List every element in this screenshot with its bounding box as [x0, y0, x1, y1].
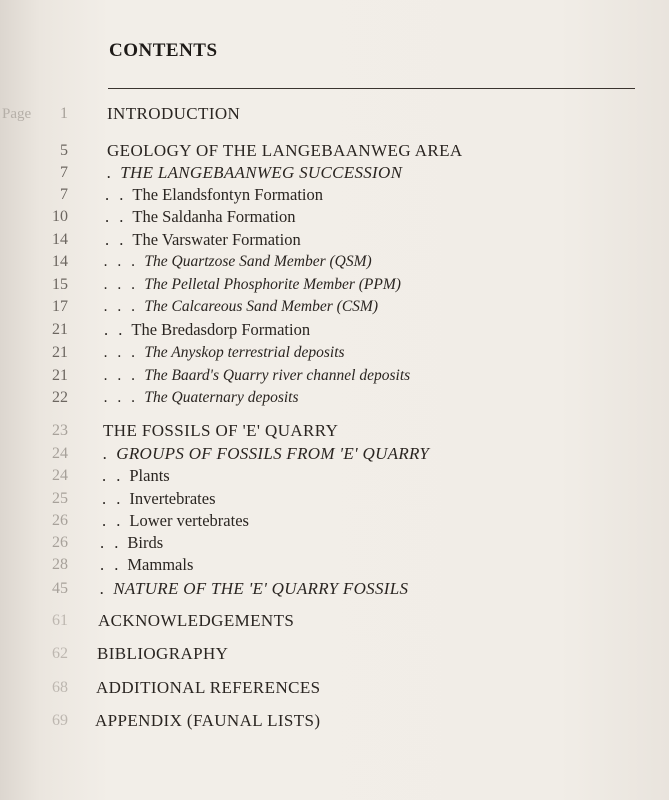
- entry-title: . . . The Pelletal Phosphorite Member (PPM): [104, 276, 401, 293]
- page-number: 14: [52, 253, 68, 270]
- page-number: 7: [60, 164, 68, 181]
- toc-entry: [0, 229, 669, 251]
- page-number: 5: [60, 142, 68, 159]
- toc-entry: [0, 162, 669, 184]
- entry-title: . . Lower vertebrates: [102, 511, 249, 530]
- leader-dots: . .: [104, 320, 126, 339]
- page-number: 28: [52, 556, 68, 573]
- page-number: 24: [52, 445, 68, 462]
- leader-dots: . .: [105, 207, 127, 226]
- leader-dots: . . .: [104, 344, 139, 361]
- toc-entry: [0, 532, 669, 554]
- entry-title: . . . The Anyskop terrestrial deposits: [104, 344, 345, 361]
- entry-title: . . . The Calcareous Sand Member (CSM): [104, 298, 378, 315]
- toc-entry: [0, 443, 669, 465]
- entry-title: . . . The Quaternary deposits: [104, 389, 299, 406]
- entry-title: . . The Bredasdorp Formation: [104, 320, 311, 339]
- entry-title: APPENDIX (FAUNAL LISTS): [95, 711, 321, 730]
- page-number: 21: [52, 344, 68, 361]
- entry-title: ACKNOWLEDGEMENTS: [98, 611, 295, 630]
- page-number: 14: [52, 231, 68, 248]
- leader-dots: . . .: [104, 389, 139, 406]
- toc-entry: [0, 465, 669, 487]
- leader-dots: . . .: [104, 253, 139, 270]
- toc-entry: [0, 510, 669, 532]
- leader-dots: . . .: [104, 298, 139, 315]
- page-number: 45: [52, 580, 68, 597]
- page-number: 21: [52, 367, 68, 384]
- entry-title: INTRODUCTION: [107, 104, 241, 123]
- entry-title: . GROUPS OF FOSSILS FROM 'E' QUARRY: [103, 444, 430, 463]
- page-number: 68: [52, 679, 68, 696]
- page-number: 26: [52, 512, 68, 529]
- page-number: 7: [60, 186, 68, 203]
- leader-dots: . . .: [104, 276, 139, 293]
- toc-entry: [0, 274, 669, 296]
- toc-entry: [0, 296, 669, 318]
- toc-entry: [0, 387, 669, 409]
- page-number: 69: [52, 712, 68, 729]
- toc-entry: [0, 677, 669, 699]
- leader-dots: . .: [100, 555, 122, 574]
- page-number: 21: [52, 321, 68, 338]
- leader-dots: .: [107, 163, 115, 182]
- toc-entry: [0, 420, 669, 442]
- toc-entry: [0, 488, 669, 510]
- toc-entry: [0, 365, 669, 387]
- leader-dots: . .: [105, 185, 127, 204]
- page-number: 24: [52, 467, 68, 484]
- title-rule: [108, 88, 635, 89]
- page-number: 15: [52, 276, 68, 293]
- toc-entry: [0, 206, 669, 228]
- page-number: 26: [52, 534, 68, 551]
- entry-title: . THE LANGEBAANWEG SUCCESSION: [107, 163, 403, 182]
- entry-title: . . Birds: [100, 533, 164, 552]
- page-number: 10: [52, 208, 68, 225]
- page-number: 25: [52, 490, 68, 507]
- page-number: 62: [52, 645, 68, 662]
- toc-entry: [0, 710, 669, 732]
- entry-title: . . Plants: [102, 466, 170, 485]
- entry-title: . . The Saldanha Formation: [105, 207, 296, 226]
- leader-dots: . .: [102, 466, 124, 485]
- toc-entry: [0, 643, 669, 665]
- entry-title: . . . The Baard's Quarry river channel deposits: [104, 367, 411, 384]
- toc-entry: [0, 140, 669, 162]
- toc-entry: [0, 103, 669, 125]
- contents-title: CONTENTS: [109, 40, 218, 61]
- toc-entry: [0, 342, 669, 364]
- toc-entry: [0, 610, 669, 632]
- toc-entry: [0, 554, 669, 576]
- toc-entry: [0, 184, 669, 206]
- entry-title: . . . The Quartzose Sand Member (QSM): [104, 253, 372, 270]
- page-number: 17: [52, 298, 68, 315]
- entry-title: GEOLOGY OF THE LANGEBAANWEG AREA: [107, 141, 463, 160]
- page-number: 1: [60, 105, 68, 122]
- leader-dots: . .: [102, 489, 124, 508]
- leader-dots: . .: [105, 230, 127, 249]
- leader-dots: .: [100, 579, 108, 598]
- entry-title: THE FOSSILS OF 'E' QUARRY: [103, 421, 339, 440]
- entry-title: BIBLIOGRAPHY: [97, 644, 229, 663]
- entry-title: . . The Elandsfontyn Formation: [105, 185, 324, 204]
- entry-title: . . Invertebrates: [102, 489, 216, 508]
- page-number: 61: [52, 612, 68, 629]
- leader-dots: . .: [100, 533, 122, 552]
- leader-dots: . . .: [104, 367, 139, 384]
- page-number: 22: [52, 389, 68, 406]
- toc-entry: [0, 578, 669, 600]
- toc-entry: [0, 319, 669, 341]
- entry-title: ADDITIONAL REFERENCES: [96, 678, 321, 697]
- toc-entry: [0, 251, 669, 273]
- entry-title: . NATURE OF THE 'E' QUARRY FOSSILS: [100, 579, 409, 598]
- entry-title: . . The Varswater Formation: [105, 230, 301, 249]
- page-number: 23: [52, 422, 68, 439]
- leader-dots: .: [103, 444, 111, 463]
- leader-dots: . .: [102, 511, 124, 530]
- entry-title: . . Mammals: [100, 555, 194, 574]
- page-label: Page: [2, 106, 32, 122]
